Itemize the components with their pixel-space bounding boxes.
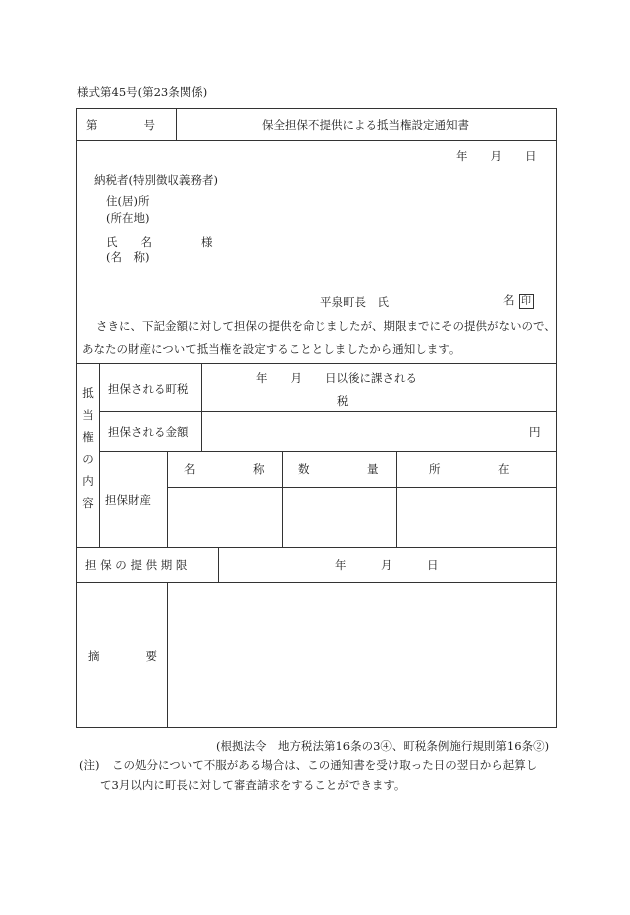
form-label: 様式第45号(第23条関係) [77,85,208,99]
legal-basis: (根拠法令 地方税法第16条の3④、町税条例施行規則第16条②) [216,739,550,753]
secured-amount-label: 担保される金額 [108,425,189,439]
divider [99,363,100,547]
divider [76,547,557,548]
column-header-name: 名 称 [184,462,265,476]
divider [396,451,397,547]
secured-tax-label: 担保される町税 [108,382,189,396]
divider [176,108,177,140]
note-line-1: この処分について不服がある場合は、この通知書を受け取った日の翌日から起算し [112,758,538,772]
section-label-vertical: 抵当権の内容 [82,386,94,510]
divider [76,140,557,141]
address-sub-label: (所在地) [106,211,150,225]
column-header-quantity: 数 量 [298,462,379,476]
issuer-label: 平泉町長 氏 [320,295,389,309]
issue-date: 年 月 日 [456,149,537,163]
note-line-2: て3月以内に町長に対して審査請求をすることができます。 [100,778,406,792]
divider [167,487,557,488]
divider [167,451,168,547]
document-title: 保全担保不提供による抵当権設定通知書 [262,118,469,132]
issuer-name-tail [503,292,534,309]
amount-unit: 円 [529,425,541,439]
note-label: (注) [79,758,100,772]
divider [76,363,557,364]
deadline-value: 年 月 日 [335,558,439,572]
divider [99,411,557,412]
body-line-1: さきに、下記金額に対して担保の提供を命じましたが、期限までにその提供がないので、 [96,319,556,333]
address-label: 住(居)所 [106,194,150,208]
seal-stamp-icon: 印 [519,294,534,309]
divider [201,363,202,451]
deadline-label: 担 保 の 提 供 期 限 [85,558,188,572]
divider [76,582,557,583]
name-label: 氏 名 [106,235,152,249]
honorific: 様 [201,235,213,249]
collateral-property-label: 担保財産 [105,493,151,507]
issuer-name-char: 名 [503,293,515,307]
secured-tax-value-line2: 税 [337,394,349,408]
secured-tax-value-line1: 年 月 日以後に課される [256,371,417,385]
divider [282,451,283,547]
name-sub-label: (名 称) [106,250,150,264]
remarks-label: 摘 要 [88,649,157,663]
divider [167,582,168,728]
taxpayer-label: 納税者(特別徴収義務者) [94,173,218,187]
column-header-location: 所 在 [429,462,510,476]
divider [218,547,219,582]
body-line-2: あなたの財産について抵当権を設定することとしましたから通知します。 [82,342,461,356]
document-number-label: 第 号 [86,118,155,132]
